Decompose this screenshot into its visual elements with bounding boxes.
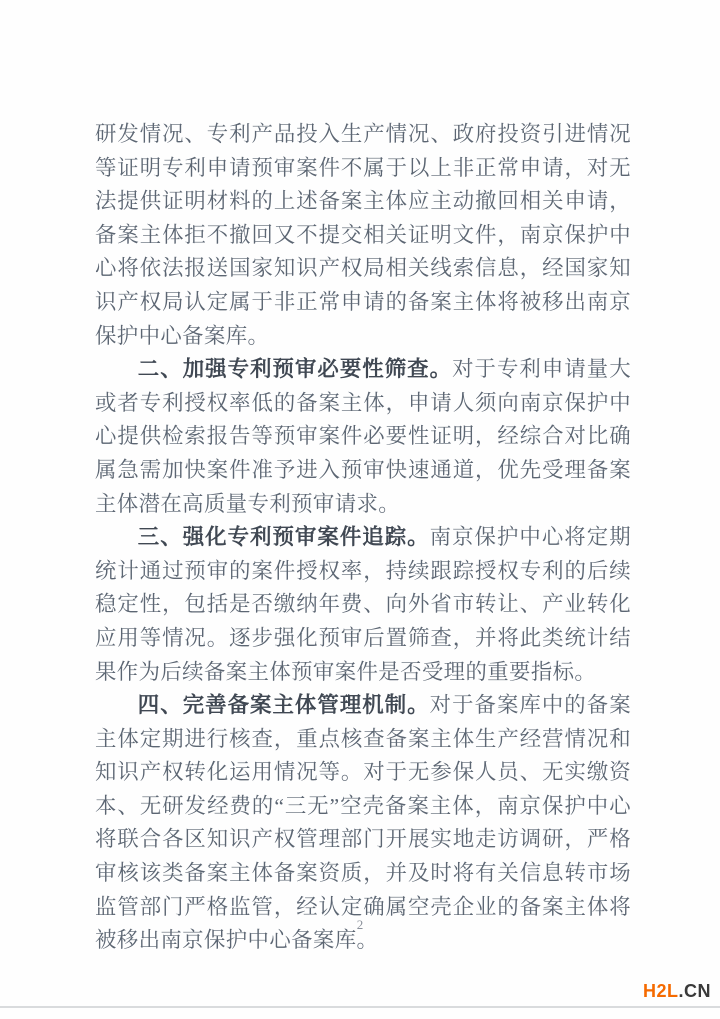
- watermark-brand-text: H2L: [642, 981, 679, 1001]
- section-body: 研发情况、专利产品投入生产情况、政府投资引进情况等证明专利申请预审案件不属于以上非正常申请，对无法提供证明材料的上述备案主体应主动撤回相关申请，备案主体拒不撤回又不提交相关证明文件，南京保护中心将依法报送国家知识产权局相关线索信息，经国家知识产权局认定属于非正常申请的备案主体将被移出南京保护中心备案库。: [95, 122, 631, 348]
- section-heading: 三、强化专利预审案件追踪。: [137, 525, 430, 550]
- section-heading: 二、加强专利预审必要性筛查。: [137, 357, 453, 382]
- watermark-tld-text: .CN: [678, 981, 711, 1001]
- paragraph: [95, 521, 631, 689]
- section-body: 对于专利申请量大或者专利授权率低的备案主体，申请人须向南京保护中心提供检索报告等预审案件必要性证明，经综合对比确属急需加快案件准予进入预审快速通道，优先受理备案主体潜在高质量专利预审请求。: [95, 357, 632, 516]
- paragraph: [95, 118, 631, 353]
- section-heading: 四、完善备案主体管理机制。: [137, 693, 430, 718]
- page-number: 2: [356, 917, 364, 932]
- section-body: 对于备案库中的备案主体定期进行核查，重点核查备案主体生产经营情况和知识产权转化运用情况等。对于无参保人员、无实缴资本、无研发经费的“三无”空壳备案主体，南京保护中心将联合各区知识产权管理部门开展实地走访调研，严格审核该类备案主体备案资质，并及时将有关信息转市场监管部门严格监管，经认定确属空壳企业的备案主体将被移出南京保护中心备案库。: [95, 693, 631, 953]
- page-edge-line: [0, 1006, 720, 1008]
- document-text-block: [95, 118, 631, 958]
- site-watermark: [643, 981, 711, 1002]
- paragraph: [95, 353, 631, 521]
- section-body: 南京保护中心将定期统计通过预审的案件授权率，持续跟踪授权专利的后续稳定性，包括是否缴纳年费、向外省市转让、产业转化应用等情况。逐步强化预审后置筛查，并将此类统计结果作为后续备案主体预审案件是否受理的重要指标。: [95, 525, 631, 684]
